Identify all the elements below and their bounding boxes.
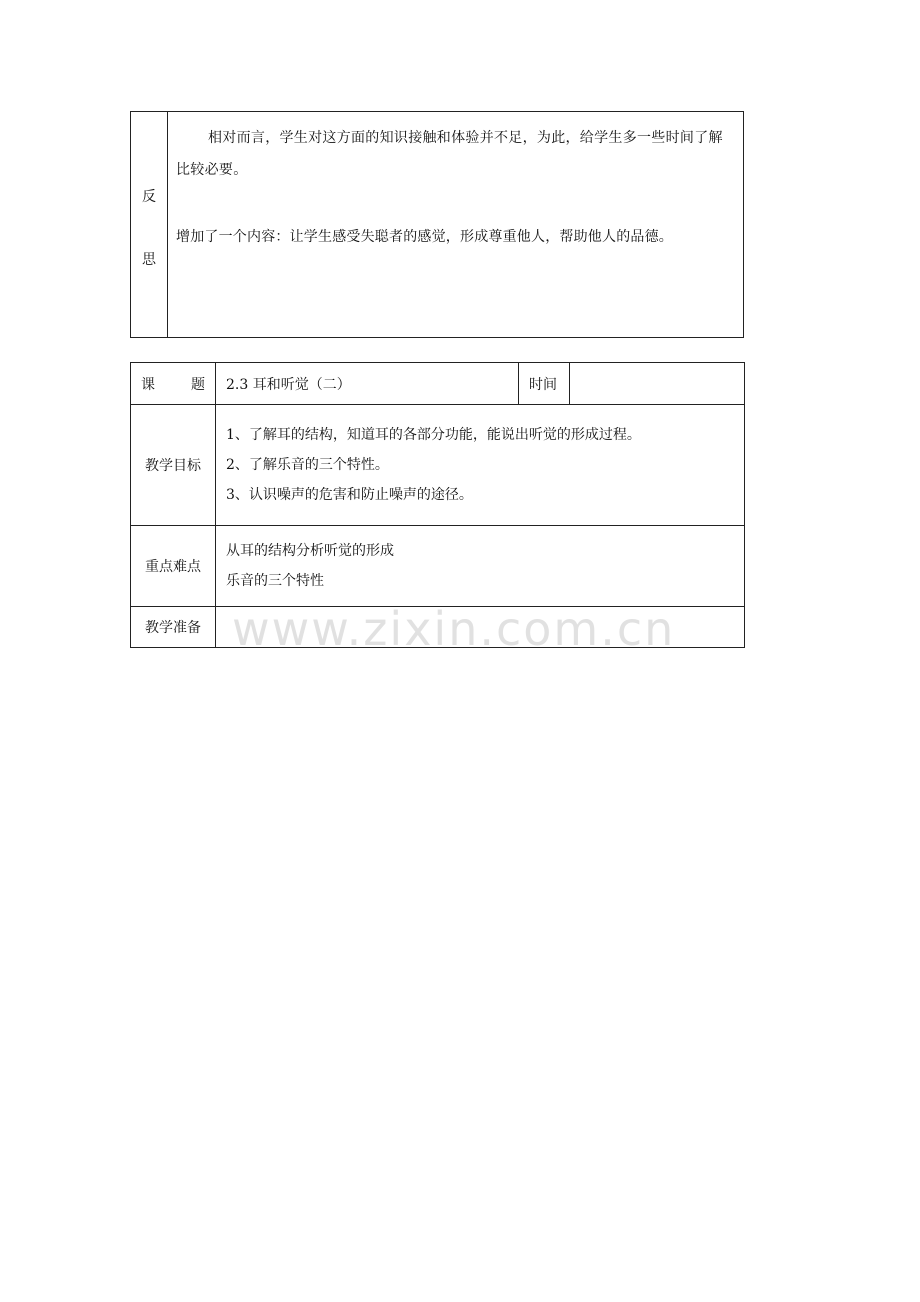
reflection-paragraph-2: 增加了一个内容：让学生感受失聪者的感觉，形成尊重他人，帮助他人的品德。 xyxy=(176,229,673,245)
goals-content-cell xyxy=(216,405,745,526)
goals-row xyxy=(131,405,745,526)
key-point-item-1: 从耳的结构分析听觉的形成 xyxy=(226,543,394,559)
key-points-row xyxy=(131,526,745,607)
goal-item-1: 1、了解耳的结构，知道耳的各部分功能，能说出听觉的形成过程。 xyxy=(226,427,641,443)
goal-item-2: 2、了解乐音的三个特性。 xyxy=(226,457,389,473)
time-label: 时间 xyxy=(529,376,557,393)
preparation-content-cell xyxy=(216,607,745,648)
preparation-label: 教学准备 xyxy=(131,607,216,648)
time-label-cell xyxy=(519,363,570,405)
time-value-cell xyxy=(570,363,745,405)
preparation-row xyxy=(131,607,745,648)
goals-label: 教学目标 xyxy=(131,405,216,526)
title-value-cell xyxy=(216,363,519,405)
title-label-cell xyxy=(131,363,216,405)
title-label-part-1: 课 xyxy=(141,376,155,393)
key-points-label: 重点难点 xyxy=(131,526,216,607)
title-label-part-2: 题 xyxy=(191,376,205,393)
reflection-content-cell xyxy=(168,112,743,337)
reflection-paragraph-1: 相对而言，学生对这方面的知识接触和体验并不足，为此，给学生多一些时间了解比较必要。 xyxy=(176,130,723,178)
goal-item-3: 3、认识噪声的危害和防止噪声的途径。 xyxy=(226,487,473,503)
key-point-item-2: 乐音的三个特性 xyxy=(226,573,324,589)
reflection-table xyxy=(130,111,744,338)
reflection-label-bottom: 思 xyxy=(142,252,156,268)
watermark: www.zixin.com.cn xyxy=(232,602,676,656)
reflection-label-cell xyxy=(131,112,168,337)
reflection-label-top: 反 xyxy=(142,189,156,205)
key-points-content-cell xyxy=(216,526,745,607)
lesson-plan-table xyxy=(130,362,745,648)
lesson-title: 2.3 耳和听觉（二） xyxy=(226,376,351,393)
lesson-title-row xyxy=(131,363,745,405)
